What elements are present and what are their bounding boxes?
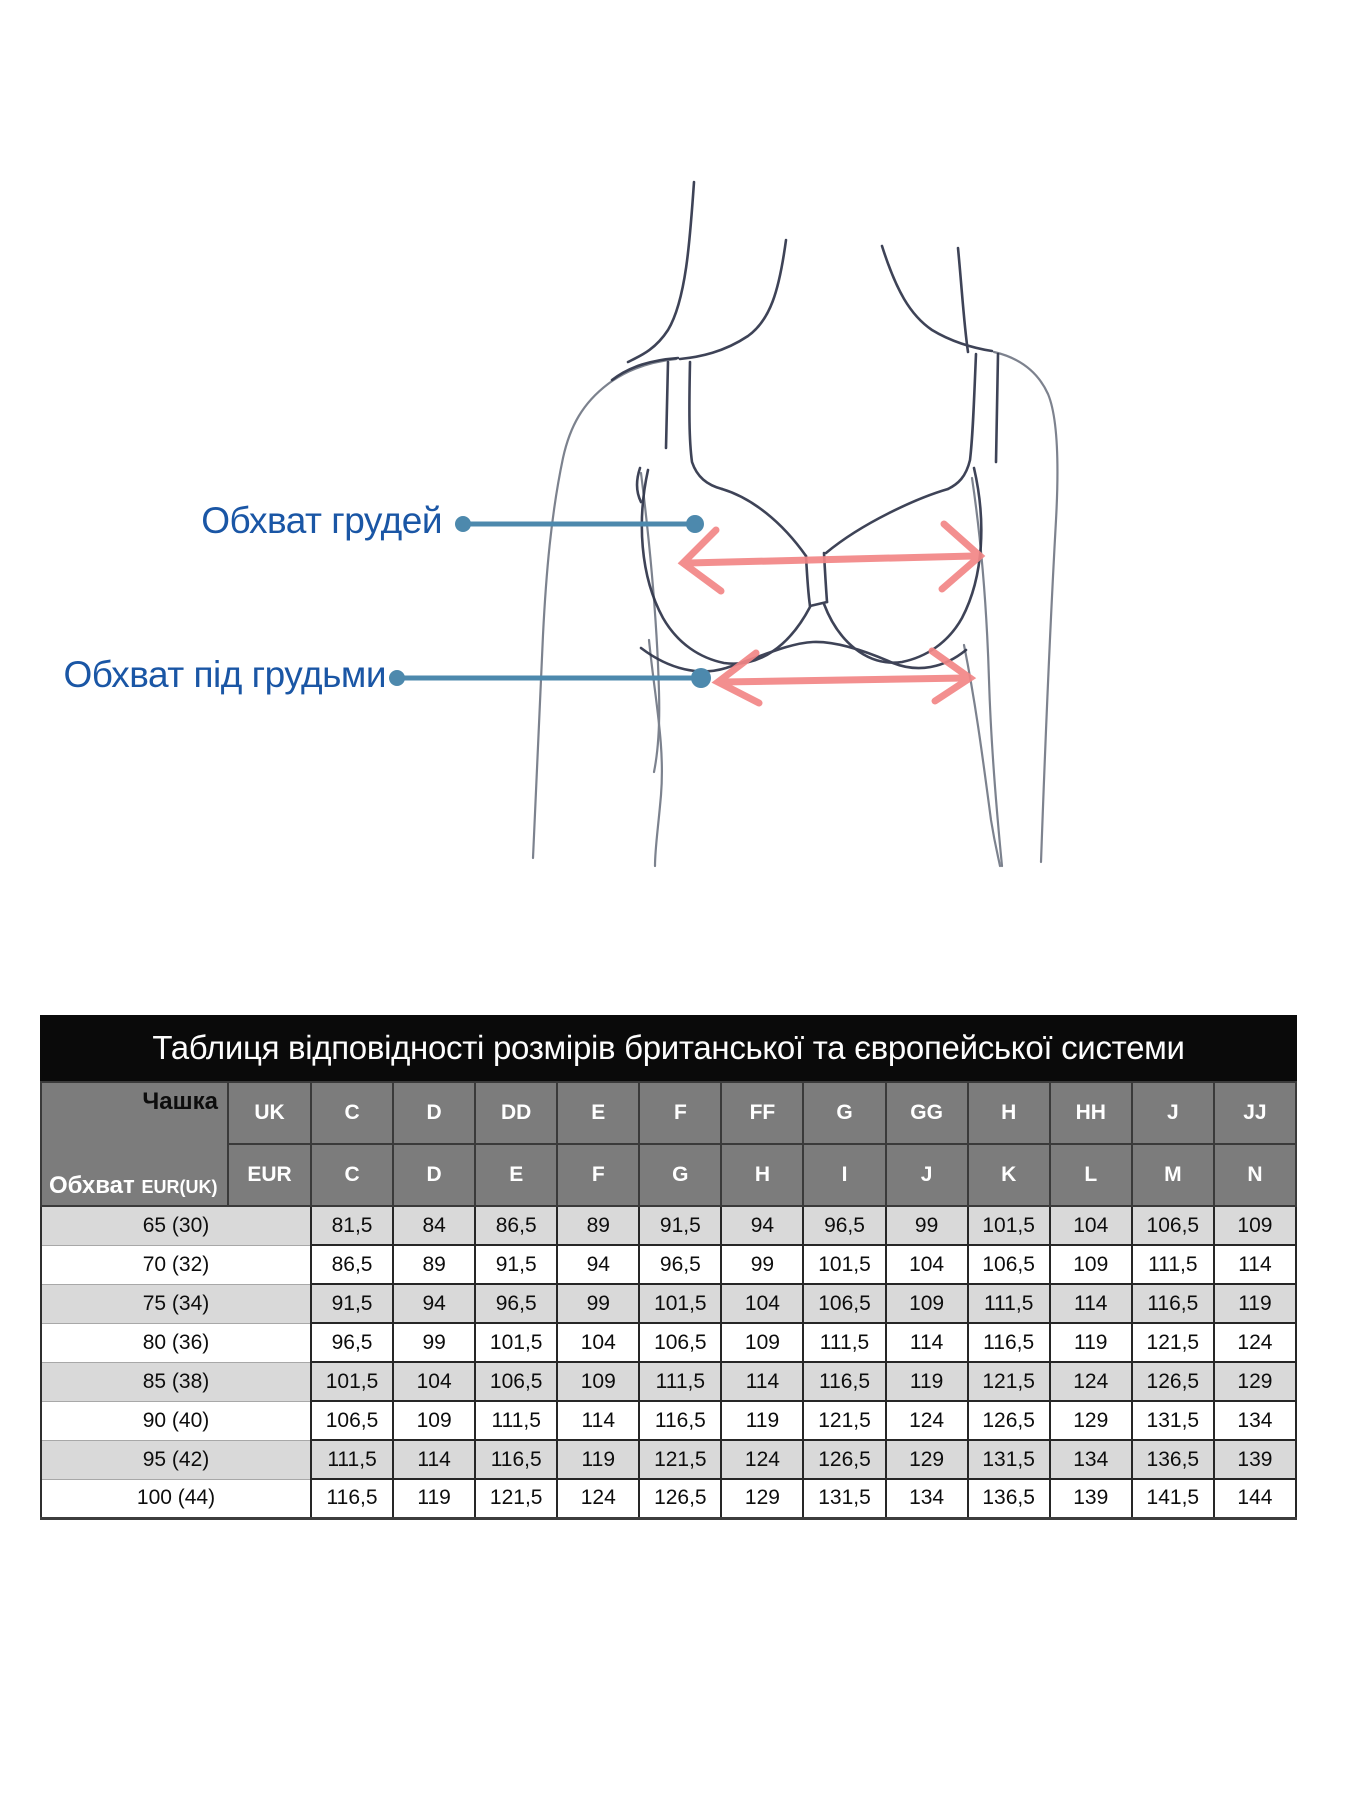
bust-measurement-value: 84 (393, 1206, 475, 1245)
bust-measurement-value: 124 (557, 1479, 639, 1518)
bust-measurement-value: 91,5 (639, 1206, 721, 1245)
underband-size-label: 70 (32) (41, 1245, 311, 1284)
uk-cup-size: JJ (1214, 1082, 1296, 1144)
underband-size-label: 95 (42) (41, 1440, 311, 1479)
bust-measurement-value: 104 (557, 1323, 639, 1362)
bust-measurement-value: 106,5 (1132, 1206, 1214, 1245)
bust-measure-arrow (683, 524, 980, 591)
uk-cup-size: G (803, 1082, 885, 1144)
bust-measurement-value: 121,5 (639, 1440, 721, 1479)
bust-measurement-value: 96,5 (803, 1206, 885, 1245)
bust-measurement-value: 101,5 (803, 1245, 885, 1284)
bust-measurement-value: 134 (1050, 1440, 1132, 1479)
bust-measurement-value: 114 (393, 1440, 475, 1479)
underband-size-label: 100 (44) (41, 1479, 311, 1518)
bust-measurement-value: 109 (1050, 1245, 1132, 1284)
bust-measurement-value: 121,5 (475, 1479, 557, 1518)
table-row (41, 1362, 1296, 1401)
uk-cup-size: E (557, 1082, 639, 1144)
bust-measurement-value: 106,5 (968, 1245, 1050, 1284)
bust-measurement-value: 109 (721, 1323, 803, 1362)
eur-cup-size: K (968, 1144, 1050, 1206)
bust-measurement-value: 109 (886, 1284, 968, 1323)
eur-cup-size: L (1050, 1144, 1132, 1206)
bust-measurement-value: 141,5 (1132, 1479, 1214, 1518)
bust-measurement-value: 94 (393, 1284, 475, 1323)
cup-axis-label: Чашка (142, 1088, 218, 1115)
bust-measurement-value: 124 (886, 1401, 968, 1440)
eur-cup-size: C (311, 1144, 393, 1206)
bust-measurement-value: 126,5 (639, 1479, 721, 1518)
bust-connector-line (455, 515, 704, 533)
bust-measurement-value: 94 (557, 1245, 639, 1284)
bust-measurement-value: 116,5 (803, 1362, 885, 1401)
bust-measurement-value: 96,5 (311, 1323, 393, 1362)
bust-measurement-value: 119 (1050, 1323, 1132, 1362)
bust-measurement-value: 101,5 (639, 1284, 721, 1323)
bust-measurement-value: 124 (1050, 1362, 1132, 1401)
uk-cup-size: GG (886, 1082, 968, 1144)
bust-measurement-value: 104 (721, 1284, 803, 1323)
table-row (41, 1206, 1296, 1245)
bust-measurement-value: 91,5 (475, 1245, 557, 1284)
bust-measurement-value: 129 (886, 1440, 968, 1479)
size-table (40, 1015, 1297, 1520)
bust-measurement-value: 131,5 (803, 1479, 885, 1518)
underbust-label: Обхват під грудьми (63, 654, 386, 695)
bust-label: Обхват грудей (201, 500, 442, 541)
eur-cup-size: E (475, 1144, 557, 1206)
bust-measurement-value: 114 (1214, 1245, 1296, 1284)
underband-size-label: 65 (30) (41, 1206, 311, 1245)
table-row (41, 1245, 1296, 1284)
bust-measurement-value: 119 (557, 1440, 639, 1479)
bust-measurement-value: 134 (886, 1479, 968, 1518)
bust-measurement-value: 139 (1214, 1440, 1296, 1479)
underband-size-label: 85 (38) (41, 1362, 311, 1401)
bust-measurement-value: 114 (886, 1323, 968, 1362)
bust-measurement-value: 114 (1050, 1284, 1132, 1323)
bust-measurement-value: 111,5 (311, 1440, 393, 1479)
corner-cell (41, 1082, 228, 1206)
bust-measurement-value: 114 (557, 1401, 639, 1440)
bust-measurement-value: 116,5 (311, 1479, 393, 1518)
table-row (41, 1323, 1296, 1362)
bust-measurement-value: 89 (557, 1206, 639, 1245)
uk-cup-size: H (968, 1082, 1050, 1144)
bust-measurement-value: 119 (393, 1479, 475, 1518)
bust-measurement-value: 121,5 (803, 1401, 885, 1440)
bust-measurement-value: 99 (393, 1323, 475, 1362)
bust-measurement-value: 119 (721, 1401, 803, 1440)
bust-measurement-value: 131,5 (968, 1440, 1050, 1479)
bust-measurement-value: 86,5 (475, 1206, 557, 1245)
underband-size-label: 80 (36) (41, 1323, 311, 1362)
uk-cup-size: FF (721, 1082, 803, 1144)
eur-cup-size: M (1132, 1144, 1214, 1206)
bust-measurement-value: 111,5 (1132, 1245, 1214, 1284)
bust-measurement-value: 106,5 (475, 1362, 557, 1401)
bust-measurement-value: 104 (1050, 1206, 1132, 1245)
torso-arms-outline (533, 352, 1057, 866)
bust-measurement-value: 116,5 (639, 1401, 721, 1440)
bust-measurement-value: 124 (721, 1440, 803, 1479)
bra-outline (612, 182, 998, 671)
bust-measurement-value: 81,5 (311, 1206, 393, 1245)
bust-measurement-value: 121,5 (968, 1362, 1050, 1401)
table-title: Таблиця відповідності розмірів британської та європейської системи (40, 1015, 1297, 1081)
underband-size-label: 90 (40) (41, 1401, 311, 1440)
bust-measurement-value: 111,5 (803, 1323, 885, 1362)
eur-cup-size: J (886, 1144, 968, 1206)
bust-measurement-value: 109 (393, 1401, 475, 1440)
bust-measurement-value: 129 (721, 1479, 803, 1518)
uk-sizes-row (41, 1082, 1296, 1144)
underband-size-label: 75 (34) (41, 1284, 311, 1323)
bust-measurement-value: 124 (1214, 1323, 1296, 1362)
bust-measurement-value: 136,5 (968, 1479, 1050, 1518)
bust-measurement-value: 101,5 (475, 1323, 557, 1362)
bust-measurement-value: 99 (721, 1245, 803, 1284)
bust-measurement-value: 139 (1050, 1479, 1132, 1518)
uk-cup-size: F (639, 1082, 721, 1144)
bust-measurement-value: 111,5 (475, 1401, 557, 1440)
size-grid (40, 1081, 1297, 1520)
uk-cup-size: J (1132, 1082, 1214, 1144)
bust-measurement-value: 106,5 (311, 1401, 393, 1440)
bust-measurement-value: 96,5 (475, 1284, 557, 1323)
eur-cup-size: F (557, 1144, 639, 1206)
bust-measurement-value: 104 (886, 1245, 968, 1284)
bust-measurement-value: 121,5 (1132, 1323, 1214, 1362)
bust-measurement-value: 136,5 (1132, 1440, 1214, 1479)
eur-sizes-row (41, 1144, 1296, 1206)
uk-cup-size: C (311, 1082, 393, 1144)
eur-cup-size: H (721, 1144, 803, 1206)
bust-measurement-value: 104 (393, 1362, 475, 1401)
uk-system-label: UK (228, 1082, 311, 1144)
bust-measurement-value: 99 (886, 1206, 968, 1245)
bust-measurement-value: 101,5 (968, 1206, 1050, 1245)
bust-measurement-value: 116,5 (1132, 1284, 1214, 1323)
table-row (41, 1284, 1296, 1323)
table-row (41, 1479, 1296, 1518)
uk-cup-size: HH (1050, 1082, 1132, 1144)
bust-measurement-value: 91,5 (311, 1284, 393, 1323)
bust-measurement-value: 101,5 (311, 1362, 393, 1401)
bust-measurement-value: 116,5 (968, 1323, 1050, 1362)
bust-measurement-value: 126,5 (1132, 1362, 1214, 1401)
table-row (41, 1401, 1296, 1440)
bust-measurement-value: 129 (1050, 1401, 1132, 1440)
bust-measurement-value: 109 (557, 1362, 639, 1401)
bust-measurement-value: 109 (1214, 1206, 1296, 1245)
bust-measurement-value: 116,5 (475, 1440, 557, 1479)
bust-measurement-value: 86,5 (311, 1245, 393, 1284)
uk-cup-size: D (393, 1082, 475, 1144)
eur-cup-size: G (639, 1144, 721, 1206)
underbust-connector-line (389, 668, 711, 688)
bust-measurement-value: 99 (557, 1284, 639, 1323)
eur-cup-size: I (803, 1144, 885, 1206)
bust-measurement-value: 134 (1214, 1401, 1296, 1440)
bust-measurement-value: 129 (1214, 1362, 1296, 1401)
bust-measurement-value: 131,5 (1132, 1401, 1214, 1440)
bust-measurement-value: 126,5 (803, 1440, 885, 1479)
girth-axis-label: Обхват EUR(UK) (49, 1172, 218, 1199)
bust-measurement-value: 119 (886, 1362, 968, 1401)
bust-measurement-value: 106,5 (639, 1323, 721, 1362)
eur-system-label: EUR (228, 1144, 311, 1206)
bust-measurement-value: 94 (721, 1206, 803, 1245)
eur-cup-size: N (1214, 1144, 1296, 1206)
uk-cup-size: DD (475, 1082, 557, 1144)
bust-measurement-value: 111,5 (968, 1284, 1050, 1323)
bust-measurement-value: 126,5 (968, 1401, 1050, 1440)
table-row (41, 1440, 1296, 1479)
bust-measurement-value: 106,5 (803, 1284, 885, 1323)
bust-measurement-value: 89 (393, 1245, 475, 1284)
bust-measurement-value: 144 (1214, 1479, 1296, 1518)
bust-measurement-value: 96,5 (639, 1245, 721, 1284)
bust-measurement-value: 119 (1214, 1284, 1296, 1323)
bust-measurement-value: 111,5 (639, 1362, 721, 1401)
eur-cup-size: D (393, 1144, 475, 1206)
bust-measurement-value: 114 (721, 1362, 803, 1401)
